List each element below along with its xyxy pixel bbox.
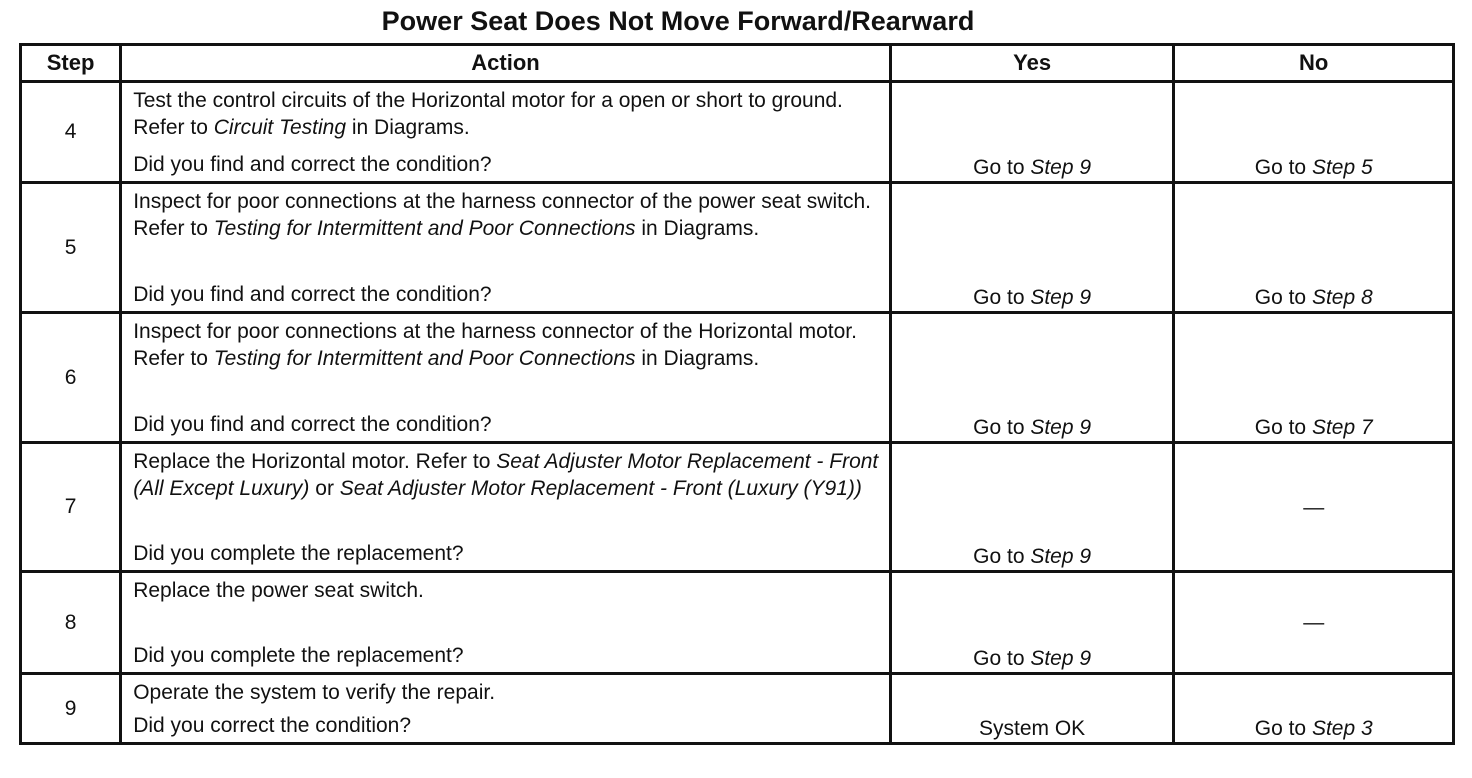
action-question: Did you correct the condition? [133,714,412,737]
action-cell [121,183,891,313]
no-result: Go to Step 3 [1174,674,1454,744]
table-row [21,674,1454,744]
no-result: Go to Step 7 [1174,313,1454,443]
step-number: 9 [21,674,121,744]
action-question: Did you complete the replacement? [133,644,464,667]
action-cell [121,572,891,674]
no-result: Go to Step 8 [1174,183,1454,313]
action-question: Did you find and correct the condition? [133,413,492,436]
step-number: 6 [21,313,121,443]
action-cell [121,313,891,443]
yes-result: Go to Step 9 [890,82,1174,183]
diagnostic-table [19,43,1455,745]
page-title: Power Seat Does Not Move Forward/Rearward [381,6,975,36]
header-action: Action [121,45,891,82]
table-row [21,82,1454,183]
yes-result: Go to Step 9 [890,443,1174,572]
no-result-dash: — [1174,443,1454,572]
header-yes: Yes [890,45,1174,82]
action-text: Test the control circuits of the Horizontal motor for a open or short to ground. Refer to Circuit Testing in Diagrams. [133,89,843,139]
action-question: Did you find and correct the condition? [133,153,492,176]
step-number: 4 [21,82,121,183]
action-cell [121,443,891,572]
no-result: Go to Step 5 [1174,82,1454,183]
header-row [21,45,1454,82]
action-text: Operate the system to verify the repair. [133,681,496,704]
yes-result: Go to Step 9 [890,572,1174,674]
action-text: Inspect for poor connections at the harness connector of the Horizontal motor. Refer to Testing for Intermittent and Poor Connections in Diagrams. [133,320,857,370]
yes-result: Go to Step 9 [890,183,1174,313]
action-text: Inspect for poor connections at the harness connector of the power seat switch. Refer to Testing for Intermittent and Poor Connections in Diagrams. [133,190,871,240]
table-row [21,443,1454,572]
action-question: Did you complete the replacement? [133,542,464,565]
header-no: No [1174,45,1454,82]
header-step: Step [21,45,121,82]
action-question: Did you find and correct the condition? [133,283,492,306]
step-number: 5 [21,183,121,313]
action-cell [121,674,891,744]
yes-result: Go to Step 9 [890,313,1174,443]
action-text: Replace the power seat switch. [133,579,424,602]
step-number: 7 [21,443,121,572]
table-row [21,183,1454,313]
no-result-dash: — [1174,572,1454,674]
yes-result: System OK [890,674,1174,744]
table-row [21,572,1454,674]
action-text: Replace the Horizontal motor. Refer to Seat Adjuster Motor Replacement - Front (All Except Luxury) or Seat Adjuster Motor Replacement - Front (Luxury (Y91)) [133,450,879,500]
table-row [21,313,1454,443]
action-cell [121,82,891,183]
step-number: 8 [21,572,121,674]
